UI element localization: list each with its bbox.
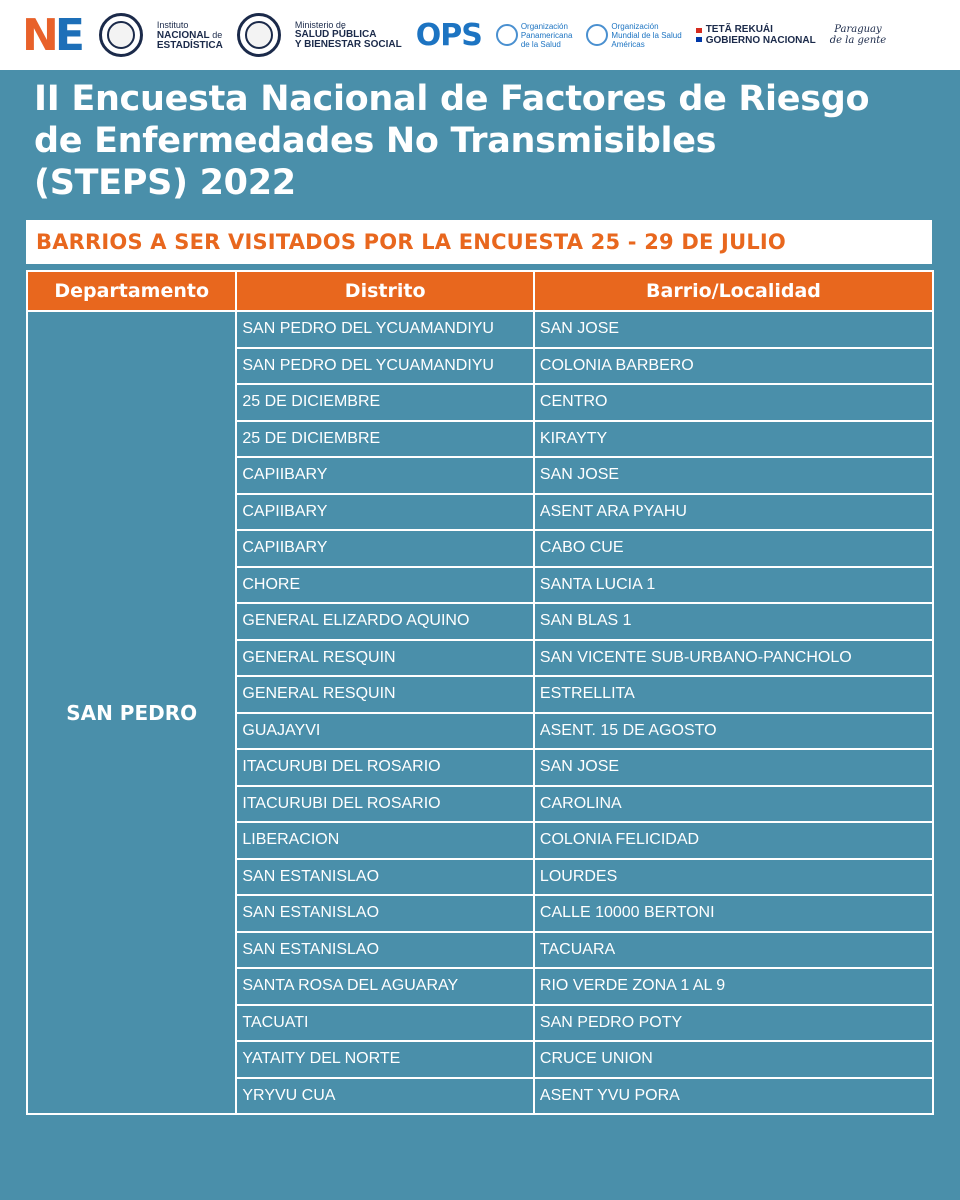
distrito-cell: 25 DE DICIEMBRE xyxy=(236,421,534,458)
distrito-cell: SAN PEDRO DEL YCUAMANDIYU xyxy=(236,311,534,348)
distrito-cell: 25 DE DICIEMBRE xyxy=(236,384,534,421)
barrio-cell: ASENT ARA PYAHU xyxy=(534,494,933,531)
msp-name-line: Ministerio de xyxy=(294,20,346,30)
distrito-cell: LIBERACION xyxy=(236,822,534,859)
subtitle: BARRIOS A SER VISITADOS POR LA ENCUESTA 25 - 29 DE JULIO xyxy=(36,230,786,254)
ops-logo: OPS xyxy=(415,17,482,53)
oms-name-line: Organización xyxy=(611,21,659,31)
subtitle-banner xyxy=(26,220,932,264)
msp-name-line: Y BIENESTAR SOCIAL xyxy=(294,39,402,50)
distrito-cell: GENERAL RESQUIN xyxy=(236,676,534,713)
distrito-cell: GENERAL ELIZARDO AQUINO xyxy=(236,603,534,640)
globe-icon xyxy=(496,24,518,46)
barrio-cell: SAN JOSE xyxy=(534,311,933,348)
barrio-cell: CALLE 10000 BERTONI xyxy=(534,895,933,932)
barrio-cell: CABO CUE xyxy=(534,530,933,567)
barrio-cell: ASENT. 15 DE AGOSTO xyxy=(534,713,933,750)
distrito-cell: CAPIIBARY xyxy=(236,494,534,531)
distrito-cell: SANTA ROSA DEL AGUARAY xyxy=(236,968,534,1005)
barrio-cell: CRUCE UNION xyxy=(534,1041,933,1078)
barrio-cell: CAROLINA xyxy=(534,786,933,823)
distrito-cell: GENERAL RESQUIN xyxy=(236,640,534,677)
oms-name-line: Américas xyxy=(611,39,645,49)
distrito-cell: SAN ESTANISLAO xyxy=(236,859,534,896)
ine-name xyxy=(157,20,223,51)
national-seal-icon xyxy=(99,13,143,57)
ine-name-line: de xyxy=(212,29,223,40)
national-seal-icon xyxy=(237,13,281,57)
oms-org xyxy=(586,22,681,49)
ine-name-line: ESTADÍSTICA xyxy=(156,39,223,51)
title-line: (STEPS) 2022 xyxy=(34,163,296,203)
barrio-cell: ESTRELLITA xyxy=(534,676,933,713)
table-row xyxy=(27,311,933,348)
distrito-cell: CAPIIBARY xyxy=(236,530,534,567)
ops-name-line: Organización xyxy=(520,21,568,31)
gobierno-line: TETÃ REKUÁI xyxy=(705,24,773,35)
distrito-cell: SAN PEDRO DEL YCUAMANDIYU xyxy=(236,348,534,385)
ine-name-line: Instituto xyxy=(156,19,189,30)
ops-name-line: Panamericana xyxy=(520,30,573,40)
barrio-cell: SAN JOSE xyxy=(534,457,933,494)
barrio-cell: COLONIA BARBERO xyxy=(534,348,933,385)
barrio-cell: SAN BLAS 1 xyxy=(534,603,933,640)
barrio-cell: TACUARA xyxy=(534,932,933,969)
ops-name-line: de la Salud xyxy=(520,39,561,49)
barrio-cell: CENTRO xyxy=(534,384,933,421)
distrito-cell: TACUATI xyxy=(236,1005,534,1042)
ine-name-line: NACIONAL xyxy=(156,29,210,41)
distrito-cell: CHORE xyxy=(236,567,534,604)
distrito-cell: SAN ESTANISLAO xyxy=(236,932,534,969)
barrio-cell: SAN JOSE xyxy=(534,749,933,786)
ine-logo-e: E xyxy=(54,9,85,61)
flag-icon xyxy=(696,28,702,42)
ops-org xyxy=(496,22,573,49)
ine-logo-n: N xyxy=(22,9,55,61)
gobierno-nacional-logo xyxy=(696,24,816,46)
page-title xyxy=(34,78,934,204)
paraguay-line: de la gente xyxy=(829,35,887,46)
barrio-cell: SAN VICENTE SUB-URBANO-PANCHOLO xyxy=(534,640,933,677)
distrito-cell: GUAJAYVI xyxy=(236,713,534,750)
header-departamento: Departamento xyxy=(27,271,236,311)
barrio-cell: ASENT YVU PORA xyxy=(534,1078,933,1115)
table-header-row xyxy=(27,271,933,311)
barrio-cell: SANTA LUCIA 1 xyxy=(534,567,933,604)
table-body xyxy=(27,311,933,1114)
distrito-cell: ITACURUBI DEL ROSARIO xyxy=(236,749,534,786)
ine-logo xyxy=(22,10,85,61)
barrio-cell: SAN PEDRO POTY xyxy=(534,1005,933,1042)
header-barrio: Barrio/Localidad xyxy=(534,271,933,311)
distrito-cell: YRYVU CUA xyxy=(236,1078,534,1115)
logo-bar xyxy=(0,0,960,70)
distrito-cell: ITACURUBI DEL ROSARIO xyxy=(236,786,534,823)
who-emblem-icon xyxy=(586,24,608,46)
barrio-cell: LOURDES xyxy=(534,859,933,896)
departamento-cell: SAN PEDRO xyxy=(27,311,236,1114)
barrio-cell: KIRAYTY xyxy=(534,421,933,458)
barrios-table xyxy=(26,270,934,1115)
msp-name-line: SALUD PÚBLICA xyxy=(294,29,377,40)
barrio-cell: RIO VERDE ZONA 1 AL 9 xyxy=(534,968,933,1005)
title-line: II Encuesta Nacional de Factores de Riesgo xyxy=(34,79,870,119)
barrio-cell: COLONIA FELICIDAD xyxy=(534,822,933,859)
gobierno-line: GOBIERNO NACIONAL xyxy=(705,35,816,46)
distrito-cell: YATAITY DEL NORTE xyxy=(236,1041,534,1078)
msp-name xyxy=(295,20,402,50)
header-distrito: Distrito xyxy=(236,271,534,311)
distrito-cell: SAN ESTANISLAO xyxy=(236,895,534,932)
title-line: de Enfermedades No Transmisibles xyxy=(34,121,717,161)
paraguay-line: Paraguay xyxy=(834,24,882,35)
oms-name-line: Mundial de la Salud xyxy=(611,30,682,40)
distrito-cell: CAPIIBARY xyxy=(236,457,534,494)
paraguay-de-la-gente-logo xyxy=(830,24,887,46)
